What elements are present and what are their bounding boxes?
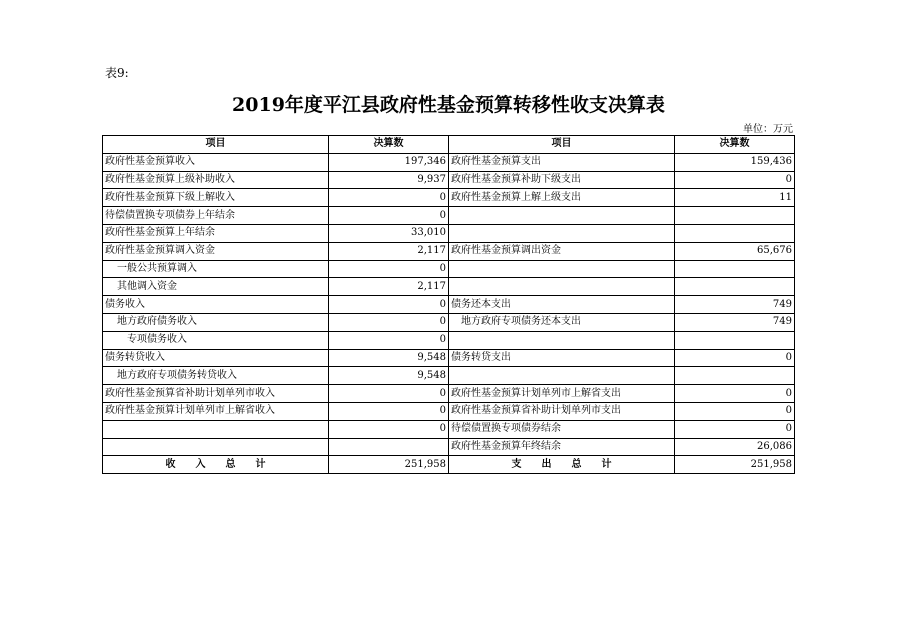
expense-item: 债务还本支出: [449, 296, 675, 314]
expense-item: [449, 224, 675, 242]
table-row: [103, 296, 795, 314]
expense-amount: [675, 260, 795, 278]
income-item: 债务转贷收入: [103, 349, 329, 367]
table-row: [103, 313, 795, 331]
column-header-amount-left: 决算数: [329, 136, 449, 154]
income-item: 政府性基金预算计划单列市上解省收入: [103, 402, 329, 420]
expense-amount: [675, 224, 795, 242]
expense-amount: 0: [675, 420, 795, 438]
income-item: 政府性基金预算省补助计划单列市收入: [103, 385, 329, 403]
table-row: [103, 385, 795, 403]
income-amount: 33,010: [329, 224, 449, 242]
income-amount: 2,117: [329, 242, 449, 260]
expense-item: [449, 278, 675, 296]
income-amount: [329, 438, 449, 456]
income-amount: 9,937: [329, 171, 449, 189]
expense-amount: [675, 331, 795, 349]
expense-amount: 0: [675, 349, 795, 367]
income-item: 地方政府债务收入: [103, 313, 329, 331]
expense-amount: [675, 278, 795, 296]
expense-amount: 159,436: [675, 153, 795, 171]
table-row: [103, 260, 795, 278]
page-title: 2019年度平江县政府性基金预算转移性收支决算表: [232, 94, 665, 116]
unit-label: 单位：万元: [743, 124, 793, 135]
income-amount: 0: [329, 260, 449, 278]
expense-item: 地方政府专项债务还本支出: [449, 313, 675, 331]
table-row: [103, 242, 795, 260]
income-item: 其他调入资金: [103, 278, 329, 296]
income-item: 政府性基金预算上级补助收入: [103, 171, 329, 189]
expense-total-value: 251,958: [675, 456, 795, 474]
income-amount: 197,346: [329, 153, 449, 171]
expense-amount: 65,676: [675, 242, 795, 260]
income-item: 待偿债置换专项债券上年结余: [103, 207, 329, 225]
table-row: [103, 438, 795, 456]
income-amount: 0: [329, 207, 449, 225]
income-amount: 0: [329, 313, 449, 331]
table-row: [103, 189, 795, 207]
expense-item: [449, 260, 675, 278]
totals-row: [103, 456, 795, 474]
income-amount: 0: [329, 420, 449, 438]
column-header-item-left: 项目: [103, 136, 329, 154]
expense-amount: 26,086: [675, 438, 795, 456]
income-total-value: 251,958: [329, 456, 449, 474]
expense-amount: 749: [675, 296, 795, 314]
expense-amount: 0: [675, 171, 795, 189]
expense-amount: [675, 207, 795, 225]
expense-item: 政府性基金预算省补助计划单列市支出: [449, 402, 675, 420]
expense-item: 政府性基金预算年终结余: [449, 438, 675, 456]
table-row: [103, 171, 795, 189]
income-item: [103, 438, 329, 456]
expense-amount: 0: [675, 402, 795, 420]
income-item: 一般公共预算调入: [103, 260, 329, 278]
table-header-row: [103, 136, 795, 154]
table-row: [103, 349, 795, 367]
table-row: [103, 420, 795, 438]
table-row: [103, 331, 795, 349]
expense-item: 待偿债置换专项债券结余: [449, 420, 675, 438]
expense-item: [449, 367, 675, 385]
expense-total-label: 支 出 总 计: [449, 456, 675, 474]
income-amount: 0: [329, 402, 449, 420]
expense-item: 政府性基金预算计划单列市上解省支出: [449, 385, 675, 403]
income-amount: 2,117: [329, 278, 449, 296]
income-amount: 0: [329, 331, 449, 349]
income-item: 专项债务收入: [103, 331, 329, 349]
expense-amount: [675, 367, 795, 385]
income-amount: 0: [329, 189, 449, 207]
budget-table: [102, 135, 795, 474]
income-item: 地方政府专项债务转贷收入: [103, 367, 329, 385]
expense-item: [449, 207, 675, 225]
table-row: [103, 207, 795, 225]
income-item: 政府性基金预算调入资金: [103, 242, 329, 260]
income-item: 政府性基金预算上年结余: [103, 224, 329, 242]
income-amount: 0: [329, 385, 449, 403]
expense-amount: 749: [675, 313, 795, 331]
income-item: 债务收入: [103, 296, 329, 314]
income-total-label: 收 入 总 计: [103, 456, 329, 474]
expense-item: 政府性基金预算支出: [449, 153, 675, 171]
expense-amount: 11: [675, 189, 795, 207]
table-row: [103, 402, 795, 420]
expense-amount: 0: [675, 385, 795, 403]
table-row: [103, 278, 795, 296]
table-row: [103, 224, 795, 242]
income-amount: 9,548: [329, 349, 449, 367]
table-number: 表9:: [105, 66, 129, 80]
income-amount: 0: [329, 296, 449, 314]
expense-item: 政府性基金预算补助下级支出: [449, 171, 675, 189]
expense-item: 政府性基金预算调出资金: [449, 242, 675, 260]
income-item: 政府性基金预算下级上解收入: [103, 189, 329, 207]
expense-item: 政府性基金预算上解上级支出: [449, 189, 675, 207]
column-header-item-right: 项目: [449, 136, 675, 154]
income-amount: 9,548: [329, 367, 449, 385]
table-row: [103, 367, 795, 385]
expense-item: [449, 331, 675, 349]
table-row: [103, 153, 795, 171]
column-header-amount-right: 决算数: [675, 136, 795, 154]
expense-item: 债务转贷支出: [449, 349, 675, 367]
income-item: [103, 420, 329, 438]
income-item: 政府性基金预算收入: [103, 153, 329, 171]
